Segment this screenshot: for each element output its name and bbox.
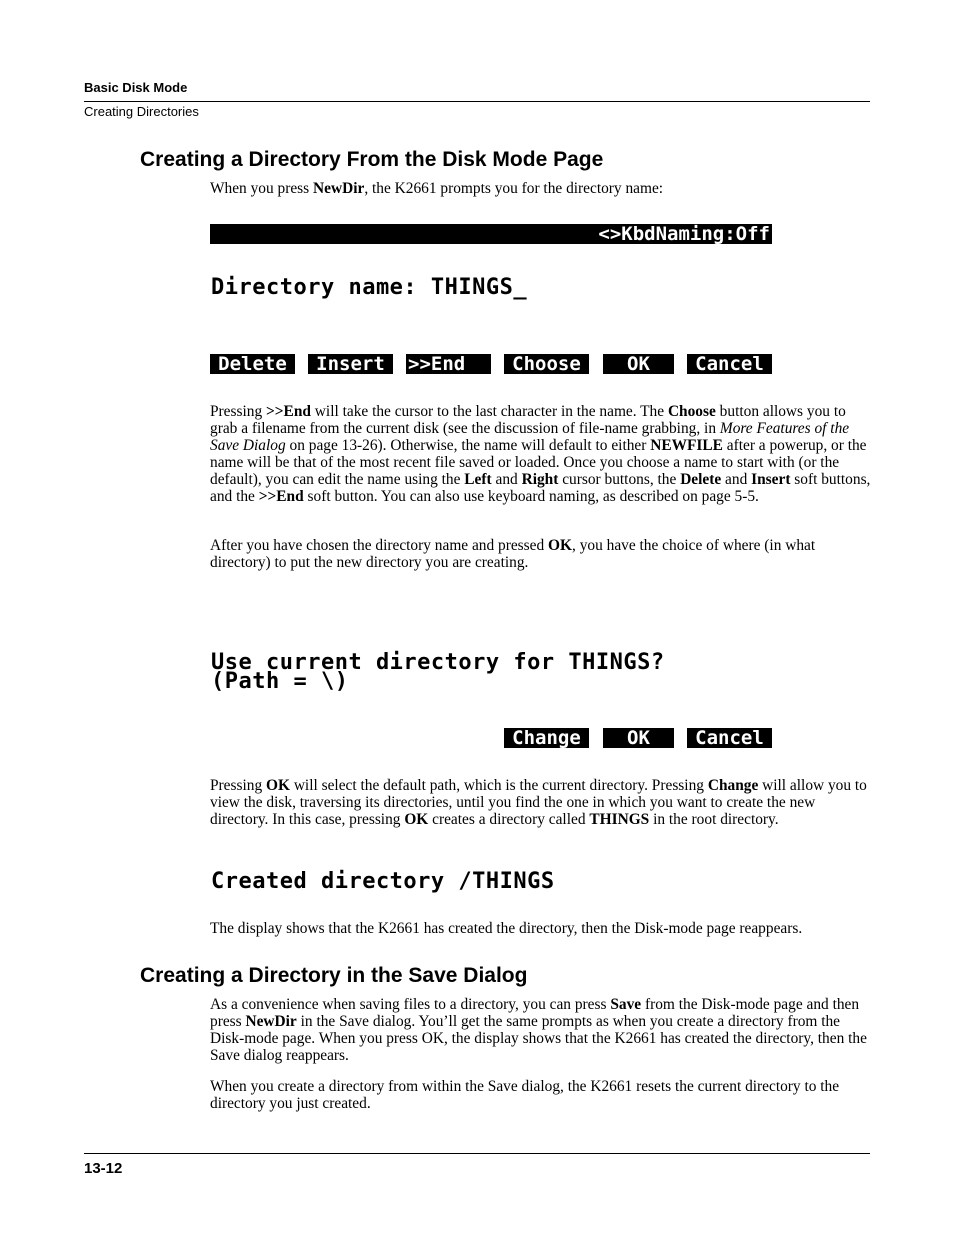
softkey-change[interactable]: Change [504,728,589,748]
page-number: 13-12 [84,1160,123,1177]
paragraph-choose-location: After you have chosen the directory name and pressed OK, you have the choice of where (in what directory) to put the new directory you are creating. [210,537,816,571]
softkey-insert[interactable]: Insert [308,354,393,374]
softkey-ok-path[interactable]: OK [603,728,674,748]
use-current-directory-prompt: Use current directory for THINGS? [211,650,665,675]
running-header-chapter: Basic Disk Mode [84,80,188,95]
kbd-naming-indicator: <>KbdNaming:Off [598,224,770,244]
softkey-delete[interactable]: Delete [210,354,295,374]
softkey-cancel[interactable]: Cancel [687,354,772,374]
softkey-ok[interactable]: OK [603,354,674,374]
softkey-choose[interactable]: Choose [504,354,589,374]
lcd-top-bar [210,224,772,244]
paragraph-end-choose: Pressing >>End will take the cursor to the last character in the name. The Choose button allows you to grab a filename from the current disk (see the discussion of file-name grabbing, in More Features of the Save Dialog on page 13-26). Otherwise, the name will default to either NEWFILE after a powerup, or the name will be that of the most recent file saved or loaded. Once you choose a name to start with (or the default), you can edit the name using the Left and Right cursor buttons, the Delete and Insert soft buttons, and the >>End soft button. You can also use keyboard naming, as described on page 5-5. [210,403,871,505]
footer-rule [84,1153,870,1154]
directory-name-prompt: Directory name: THINGS_ [211,275,528,300]
paragraph-ok-change: Pressing OK will select the default path, which is the current directory. Pressing Change will allow you to view the disk, traversing its directories, until you find the one in which you want to create the new directory. In this case, pressing OK creates a directory called THINGS in the root directory. [210,777,867,828]
created-directory-message: Created directory /THINGS [211,869,555,894]
section-title-disk-mode-page: Creating a Directory From the Disk Mode Page [140,148,604,171]
path-indicator: (Path = \) [211,669,349,694]
running-header-section: Creating Directories [84,104,199,119]
paragraph-save-convenience: As a convenience when saving files to a directory, you can press Save from the Disk-mode page and then press NewDir in the Save dialog. You’ll get the same prompts as when you create a directory from the Disk-mode page. When you press OK, the display shows that the K2661 has created the directory, then the Save dialog reappears. [210,996,867,1064]
paragraph-resets-directory: When you create a directory from within the Save dialog, the K2661 resets the current directory to the directory you just created. [210,1078,840,1112]
softkey-cancel-path[interactable]: Cancel [687,728,772,748]
intro-paragraph: When you press NewDir, the K2661 prompts you for the directory name: [210,180,664,197]
section-title-save-dialog: Creating a Directory in the Save Dialog [140,964,528,987]
softkey-end[interactable]: >>End [406,354,491,374]
paragraph-display-shows: The display shows that the K2661 has created the directory, then the Disk-mode page reappears. [210,920,803,937]
header-rule [84,101,870,102]
